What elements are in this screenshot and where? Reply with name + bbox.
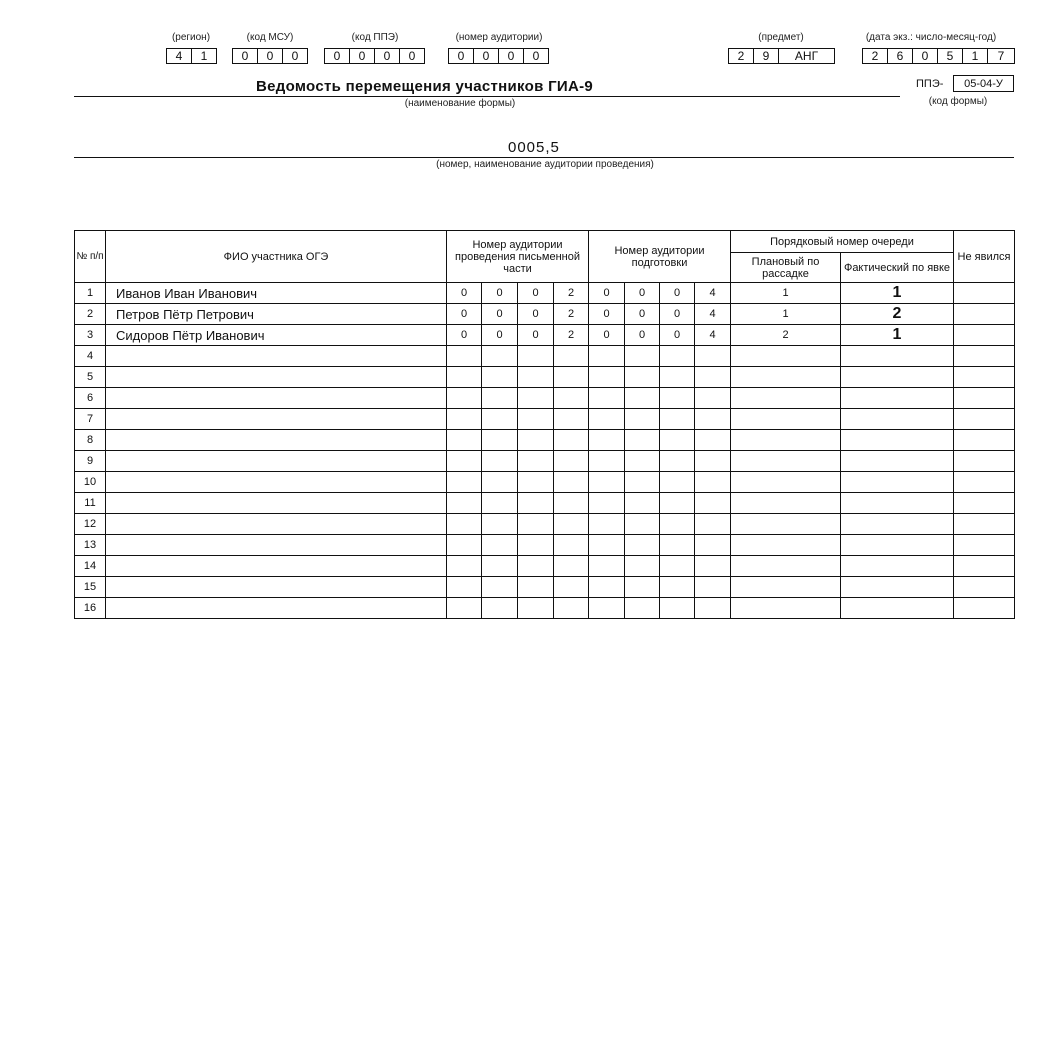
written-auditorium-digit xyxy=(447,556,482,577)
prep-auditorium-digit xyxy=(589,577,625,598)
absent-mark xyxy=(954,556,1015,577)
auditorium-digit: 0 xyxy=(499,48,524,64)
written-auditorium-digit xyxy=(518,367,554,388)
subject-digit: 2 xyxy=(729,48,754,64)
msu-caption: (код МСУ) xyxy=(246,32,294,43)
written-auditorium-digit: 0 xyxy=(518,283,554,304)
row-number: 12 xyxy=(75,514,106,535)
written-auditorium-digit xyxy=(554,409,589,430)
written-auditorium-digit xyxy=(482,493,518,514)
prep-auditorium-digit xyxy=(625,430,660,451)
actual-queue-number xyxy=(841,493,954,514)
row-number: 4 xyxy=(75,346,106,367)
actual-queue-number xyxy=(841,388,954,409)
written-auditorium-digit xyxy=(482,409,518,430)
auditorium-line-caption: (номер, наименование аудитории проведения) xyxy=(436,159,654,170)
ppe-digit: 0 xyxy=(375,48,400,64)
written-auditorium-digit: 0 xyxy=(518,304,554,325)
written-auditorium-digit: 2 xyxy=(554,283,589,304)
planned-queue-number xyxy=(731,598,841,619)
prep-auditorium-digit xyxy=(625,535,660,556)
written-auditorium-digit xyxy=(482,388,518,409)
written-auditorium-digit xyxy=(447,388,482,409)
prep-auditorium-digit: 4 xyxy=(695,325,731,346)
written-auditorium-digit: 0 xyxy=(482,304,518,325)
subject-boxes xyxy=(728,48,835,64)
written-auditorium-digit xyxy=(518,514,554,535)
written-auditorium-digit xyxy=(554,514,589,535)
planned-queue-number xyxy=(731,577,841,598)
prep-auditorium-digit xyxy=(660,367,695,388)
written-auditorium-digit: 0 xyxy=(482,283,518,304)
prep-auditorium-digit xyxy=(660,409,695,430)
header-written-auditorium: Номер аудитории проведения письменной части xyxy=(447,231,589,283)
participant-name xyxy=(106,430,447,451)
prep-auditorium-digit xyxy=(589,493,625,514)
absent-mark xyxy=(954,514,1015,535)
written-auditorium-digit xyxy=(554,367,589,388)
row-number: 7 xyxy=(75,409,106,430)
planned-queue-number xyxy=(731,346,841,367)
participant-name xyxy=(106,451,447,472)
participant-name: Сидоров Пётр Иванович xyxy=(106,325,447,346)
written-auditorium-digit xyxy=(447,577,482,598)
planned-queue-number: 2 xyxy=(731,325,841,346)
date-digit: 6 xyxy=(888,48,913,64)
msu-digit: 0 xyxy=(283,48,308,64)
row-number: 14 xyxy=(75,556,106,577)
written-auditorium-digit: 0 xyxy=(447,283,482,304)
prep-auditorium-digit: 0 xyxy=(660,325,695,346)
absent-mark xyxy=(954,283,1015,304)
row-number: 5 xyxy=(75,367,106,388)
prep-auditorium-digit xyxy=(589,472,625,493)
written-auditorium-digit xyxy=(447,451,482,472)
ppe-digit: 0 xyxy=(400,48,425,64)
table-row xyxy=(75,598,1015,619)
form-title-caption: (наименование формы) xyxy=(404,98,516,109)
ppe-digit: 0 xyxy=(325,48,350,64)
written-auditorium-digit xyxy=(554,598,589,619)
written-auditorium-digit xyxy=(447,430,482,451)
prep-auditorium-digit: 0 xyxy=(589,304,625,325)
msu-digit: 0 xyxy=(258,48,283,64)
date-digit: 2 xyxy=(863,48,888,64)
row-number: 13 xyxy=(75,535,106,556)
written-auditorium-digit xyxy=(554,451,589,472)
prep-auditorium-digit: 4 xyxy=(695,304,731,325)
actual-queue-number xyxy=(841,451,954,472)
row-number: 10 xyxy=(75,472,106,493)
written-auditorium-digit xyxy=(447,535,482,556)
date-digit: 1 xyxy=(963,48,988,64)
table-row xyxy=(75,493,1015,514)
prep-auditorium-digit xyxy=(625,556,660,577)
exam-date-boxes xyxy=(862,48,1015,64)
actual-queue-number xyxy=(841,409,954,430)
written-auditorium-digit: 2 xyxy=(554,304,589,325)
written-auditorium-digit xyxy=(554,346,589,367)
absent-mark xyxy=(954,304,1015,325)
prep-auditorium-digit xyxy=(695,472,731,493)
prep-auditorium-digit xyxy=(660,472,695,493)
written-auditorium-digit: 0 xyxy=(518,325,554,346)
table-row xyxy=(75,367,1015,388)
header-fio: ФИО участника ОГЭ xyxy=(106,231,447,283)
subject-name: АНГ xyxy=(779,48,835,64)
planned-queue-number xyxy=(731,514,841,535)
written-auditorium-digit xyxy=(482,367,518,388)
planned-queue-number xyxy=(731,556,841,577)
participant-name xyxy=(106,388,447,409)
participant-name xyxy=(106,577,447,598)
row-number: 11 xyxy=(75,493,106,514)
prep-auditorium-digit xyxy=(625,367,660,388)
planned-queue-number xyxy=(731,472,841,493)
planned-queue-number xyxy=(731,451,841,472)
date-digit: 7 xyxy=(988,48,1015,64)
prep-auditorium-digit xyxy=(589,346,625,367)
form-code-prefix: ППЭ- xyxy=(916,78,944,90)
table-row xyxy=(75,325,1015,346)
written-auditorium-digit xyxy=(447,346,482,367)
prep-auditorium-digit xyxy=(695,388,731,409)
written-auditorium-digit xyxy=(447,514,482,535)
prep-auditorium-digit xyxy=(589,388,625,409)
prep-auditorium-digit xyxy=(660,598,695,619)
written-auditorium-digit: 0 xyxy=(447,304,482,325)
row-number: 2 xyxy=(75,304,106,325)
prep-auditorium-digit: 0 xyxy=(589,283,625,304)
auditorium-value: 0005,5 xyxy=(508,139,560,156)
written-auditorium-digit xyxy=(518,430,554,451)
absent-mark xyxy=(954,598,1015,619)
absent-mark xyxy=(954,388,1015,409)
prep-auditorium-digit xyxy=(660,346,695,367)
auditorium-caption: (номер аудитории) xyxy=(455,32,543,43)
participant-name xyxy=(106,493,447,514)
participant-name xyxy=(106,367,447,388)
prep-auditorium-digit xyxy=(695,430,731,451)
prep-auditorium-digit xyxy=(660,493,695,514)
prep-auditorium-digit xyxy=(695,577,731,598)
table-row xyxy=(75,514,1015,535)
prep-auditorium-digit xyxy=(589,430,625,451)
written-auditorium-digit xyxy=(518,409,554,430)
form-code-caption: (код формы) xyxy=(928,96,988,107)
absent-mark xyxy=(954,325,1015,346)
written-auditorium-digit xyxy=(518,556,554,577)
row-number: 16 xyxy=(75,598,106,619)
prep-auditorium-digit xyxy=(625,493,660,514)
actual-queue-number: 1 xyxy=(841,325,954,346)
participant-name: Иванов Иван Иванович xyxy=(106,283,447,304)
prep-auditorium-digit xyxy=(695,409,731,430)
written-auditorium-digit xyxy=(518,493,554,514)
header-actual: Фактический по явке xyxy=(841,253,954,283)
written-auditorium-digit xyxy=(482,451,518,472)
absent-mark xyxy=(954,493,1015,514)
auditorium-digit: 0 xyxy=(524,48,549,64)
actual-queue-number xyxy=(841,598,954,619)
prep-auditorium-digit: 0 xyxy=(625,283,660,304)
prep-auditorium-digit xyxy=(589,514,625,535)
written-auditorium-digit xyxy=(554,493,589,514)
header-queue: Порядковый номер очереди xyxy=(731,231,954,253)
msu-digit: 0 xyxy=(233,48,258,64)
form-title: Ведомость перемещения участников ГИА-9 xyxy=(256,78,594,95)
date-digit: 5 xyxy=(938,48,963,64)
row-number: 3 xyxy=(75,325,106,346)
written-auditorium-digit xyxy=(482,430,518,451)
title-underline xyxy=(74,96,900,97)
written-auditorium-digit xyxy=(482,346,518,367)
prep-auditorium-digit xyxy=(625,388,660,409)
written-auditorium-digit xyxy=(447,409,482,430)
absent-mark xyxy=(954,409,1015,430)
date-digit: 0 xyxy=(913,48,938,64)
absent-mark xyxy=(954,451,1015,472)
subject-caption: (предмет) xyxy=(758,32,804,43)
prep-auditorium-digit xyxy=(695,598,731,619)
row-number: 9 xyxy=(75,451,106,472)
participant-name xyxy=(106,556,447,577)
prep-auditorium-digit xyxy=(625,514,660,535)
header-num: № п/п xyxy=(75,231,106,283)
written-auditorium-digit xyxy=(554,388,589,409)
participant-name: Петров Пётр Петрович xyxy=(106,304,447,325)
prep-auditorium-digit xyxy=(695,493,731,514)
written-auditorium-digit xyxy=(518,598,554,619)
planned-queue-number xyxy=(731,388,841,409)
prep-auditorium-digit: 0 xyxy=(660,304,695,325)
written-auditorium-digit xyxy=(554,430,589,451)
form-code-box: 05-04-У xyxy=(953,75,1014,92)
table-row xyxy=(75,388,1015,409)
prep-auditorium-digit xyxy=(625,472,660,493)
row-number: 1 xyxy=(75,283,106,304)
prep-auditorium-digit xyxy=(660,451,695,472)
region-boxes xyxy=(166,48,217,64)
actual-queue-number xyxy=(841,430,954,451)
auditorium-digit: 0 xyxy=(474,48,499,64)
header-prep-auditorium: Номер аудитории подготовки xyxy=(589,231,731,283)
written-auditorium-digit: 0 xyxy=(447,325,482,346)
written-auditorium-digit xyxy=(447,493,482,514)
planned-queue-number xyxy=(731,367,841,388)
planned-queue-number xyxy=(731,430,841,451)
ppe-digit: 0 xyxy=(350,48,375,64)
written-auditorium-digit xyxy=(518,388,554,409)
prep-auditorium-digit xyxy=(695,556,731,577)
prep-auditorium-digit xyxy=(660,577,695,598)
table-row xyxy=(75,283,1015,304)
planned-queue-number xyxy=(731,493,841,514)
written-auditorium-digit xyxy=(482,577,518,598)
actual-queue-number xyxy=(841,346,954,367)
planned-queue-number xyxy=(731,409,841,430)
absent-mark xyxy=(954,577,1015,598)
subject-digit: 9 xyxy=(754,48,779,64)
absent-mark xyxy=(954,367,1015,388)
written-auditorium-digit xyxy=(447,367,482,388)
prep-auditorium-digit xyxy=(695,367,731,388)
prep-auditorium-digit xyxy=(589,367,625,388)
prep-auditorium-digit xyxy=(625,598,660,619)
prep-auditorium-digit: 4 xyxy=(695,283,731,304)
auditorium-digit: 0 xyxy=(449,48,474,64)
actual-queue-number xyxy=(841,577,954,598)
header-absent: Не явился xyxy=(954,231,1015,283)
table-row xyxy=(75,535,1015,556)
absent-mark xyxy=(954,346,1015,367)
prep-auditorium-digit xyxy=(695,535,731,556)
region-digit: 1 xyxy=(192,48,217,64)
prep-auditorium-digit xyxy=(695,514,731,535)
region-digit: 4 xyxy=(167,48,192,64)
row-number: 8 xyxy=(75,430,106,451)
written-auditorium-digit xyxy=(482,472,518,493)
written-auditorium-digit xyxy=(482,598,518,619)
table-row xyxy=(75,346,1015,367)
exam-date-caption: (дата экз.: число-месяц-год) xyxy=(865,32,997,43)
prep-auditorium-digit xyxy=(625,346,660,367)
prep-auditorium-digit xyxy=(625,577,660,598)
actual-queue-number xyxy=(841,472,954,493)
written-auditorium-digit xyxy=(518,577,554,598)
written-auditorium-digit xyxy=(482,514,518,535)
prep-auditorium-digit xyxy=(589,451,625,472)
prep-auditorium-digit xyxy=(589,556,625,577)
table-row xyxy=(75,472,1015,493)
participant-name xyxy=(106,598,447,619)
written-auditorium-digit xyxy=(518,451,554,472)
written-auditorium-digit xyxy=(482,535,518,556)
written-auditorium-digit xyxy=(482,556,518,577)
actual-queue-number xyxy=(841,514,954,535)
written-auditorium-digit xyxy=(518,535,554,556)
participant-name xyxy=(106,472,447,493)
prep-auditorium-digit xyxy=(695,451,731,472)
prep-auditorium-digit: 0 xyxy=(625,304,660,325)
table-row xyxy=(75,409,1015,430)
prep-auditorium-digit xyxy=(660,535,695,556)
msu-boxes xyxy=(232,48,308,64)
prep-auditorium-digit: 0 xyxy=(625,325,660,346)
prep-auditorium-digit: 0 xyxy=(660,283,695,304)
actual-queue-number: 1 xyxy=(841,283,954,304)
table-row xyxy=(75,430,1015,451)
written-auditorium-digit xyxy=(518,472,554,493)
table-row xyxy=(75,577,1015,598)
prep-auditorium-digit xyxy=(660,556,695,577)
written-auditorium-digit xyxy=(554,577,589,598)
table-row xyxy=(75,304,1015,325)
ppe-caption: (код ППЭ) xyxy=(351,32,399,43)
prep-auditorium-digit xyxy=(660,430,695,451)
actual-queue-number xyxy=(841,535,954,556)
written-auditorium-digit xyxy=(554,556,589,577)
written-auditorium-digit xyxy=(447,598,482,619)
ppe-boxes xyxy=(324,48,425,64)
row-number: 6 xyxy=(75,388,106,409)
participants-table xyxy=(74,230,1015,619)
prep-auditorium-digit xyxy=(589,409,625,430)
planned-queue-number: 1 xyxy=(731,283,841,304)
absent-mark xyxy=(954,535,1015,556)
prep-auditorium-digit xyxy=(660,514,695,535)
prep-auditorium-digit xyxy=(589,535,625,556)
written-auditorium-digit: 2 xyxy=(554,325,589,346)
written-auditorium-digit xyxy=(554,472,589,493)
header-planned: Плановый по рассадке xyxy=(731,253,841,283)
auditorium-underline xyxy=(74,157,1014,158)
prep-auditorium-digit xyxy=(660,388,695,409)
participant-name xyxy=(106,346,447,367)
actual-queue-number xyxy=(841,556,954,577)
planned-queue-number xyxy=(731,535,841,556)
prep-auditorium-digit xyxy=(625,451,660,472)
prep-auditorium-digit xyxy=(625,409,660,430)
table-row xyxy=(75,451,1015,472)
prep-auditorium-digit xyxy=(589,598,625,619)
actual-queue-number: 2 xyxy=(841,304,954,325)
absent-mark xyxy=(954,472,1015,493)
row-number: 15 xyxy=(75,577,106,598)
prep-auditorium-digit: 0 xyxy=(589,325,625,346)
region-caption: (регион) xyxy=(171,32,211,43)
participant-name xyxy=(106,535,447,556)
absent-mark xyxy=(954,430,1015,451)
written-auditorium-digit xyxy=(518,346,554,367)
prep-auditorium-digit xyxy=(695,346,731,367)
written-auditorium-digit xyxy=(447,472,482,493)
table-row xyxy=(75,556,1015,577)
written-auditorium-digit: 0 xyxy=(482,325,518,346)
actual-queue-number xyxy=(841,367,954,388)
planned-queue-number: 1 xyxy=(731,304,841,325)
written-auditorium-digit xyxy=(554,535,589,556)
auditorium-boxes xyxy=(448,48,549,64)
participant-name xyxy=(106,409,447,430)
participant-name xyxy=(106,514,447,535)
